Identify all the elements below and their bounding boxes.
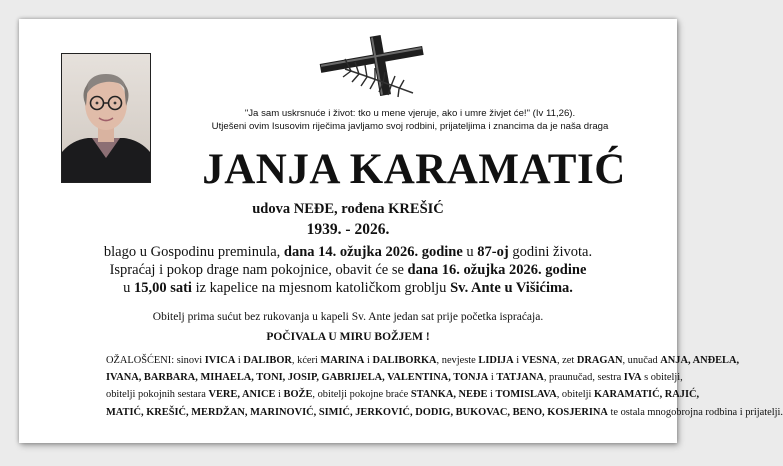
mourner-name: TOMISLAVA bbox=[495, 389, 557, 401]
marital-status bbox=[19, 201, 677, 218]
text-fragment: Ispraćaj i pokop drage nam pokojnice, obavit će se bbox=[109, 262, 408, 278]
age: 87-oj bbox=[477, 244, 509, 260]
mourner-text: i bbox=[488, 372, 497, 384]
mourners-list bbox=[106, 352, 783, 421]
mourner-name: LIDIJA bbox=[478, 355, 514, 366]
mourner-text: , obitelji pokojne braće bbox=[312, 389, 411, 401]
condolences-note: Obitelj prima sućut bez rukovanja u kapeli Sv. Ante jedan sat prije početka ispraćaja. bbox=[152, 311, 544, 323]
funeral-time: 15,00 sati bbox=[133, 280, 192, 296]
mourners-line-1 bbox=[106, 352, 740, 369]
mourner-name: IVANA, BARBARA, MIHAELA, TONI, JOSIP, GABRIJELA, VALENTINA, TONJA bbox=[106, 372, 489, 384]
text-fragment: u bbox=[123, 280, 134, 296]
mourner-text: , obitelji bbox=[556, 389, 594, 401]
mourner-text: , praunučad, sestra bbox=[543, 372, 624, 384]
mourner-name: TATJANA bbox=[496, 372, 544, 384]
mourner-text: i bbox=[513, 355, 522, 366]
mourner-text: , unučad bbox=[622, 355, 661, 366]
funeral-location: Sv. Ante u Višićima. bbox=[450, 280, 573, 296]
text-fragment: u bbox=[462, 244, 478, 260]
announcement-line-2 bbox=[19, 261, 677, 279]
portrait-photo bbox=[61, 53, 151, 183]
mourner-name: DRAGAN bbox=[576, 355, 623, 366]
scripture-quote bbox=[150, 107, 670, 133]
mourner-text: , zet bbox=[556, 355, 577, 366]
husband-name: NEĐE bbox=[293, 201, 335, 217]
announcement bbox=[19, 243, 677, 297]
mourner-text: , nevjeste bbox=[436, 355, 479, 366]
obituary-card bbox=[19, 19, 783, 443]
mourner-name: DALIBORKA bbox=[372, 355, 437, 366]
life-years: 1939. - 2026. bbox=[306, 221, 390, 238]
mourner-text: i bbox=[275, 389, 284, 401]
cross-with-palm-icon bbox=[315, 35, 429, 99]
mourners-line-3 bbox=[106, 386, 700, 403]
mourners-line-4 bbox=[106, 404, 783, 421]
mourner-text: OŽALOŠĆENI: sinovi bbox=[106, 355, 205, 366]
text-fragment: iz kapelice na mjesnom katoličkom groblju bbox=[191, 280, 451, 296]
deceased-name: JANJA KARAMATIĆ bbox=[202, 146, 626, 193]
mourner-name: IVA bbox=[623, 372, 642, 384]
text-fragment: godini života. bbox=[508, 244, 593, 260]
mourner-text: obitelji pokojnih sestara bbox=[106, 389, 209, 401]
mourner-name: BOŽE bbox=[283, 389, 313, 401]
subtitle-mid: , rođena bbox=[334, 201, 389, 217]
mourner-name: IVICA bbox=[204, 355, 236, 366]
portrait-image bbox=[62, 54, 150, 182]
text-fragment: blago u Gospodinu preminula, bbox=[103, 244, 284, 260]
rest-in-peace: POČIVALA U MIRU BOŽJEM ! bbox=[266, 331, 430, 343]
announcement-line-3 bbox=[19, 279, 677, 297]
death-date: dana 14. ožujka 2026. godine bbox=[283, 244, 463, 260]
mourner-name: ANJA, ANĐELA, bbox=[660, 355, 740, 366]
mourner-name: DALIBOR bbox=[243, 355, 292, 366]
mourner-text: , kćeri bbox=[291, 355, 321, 366]
mourner-name: MATIĆ, KREŠIĆ, MERDŽAN, MARINOVIĆ, SIMIĆ, JERKOVIĆ, DODIG, BUKOVAC, BENO, KOSJERINA bbox=[106, 406, 608, 418]
announcement-intro: Utješeni ovim Isusovim riječima javljamo svoj rodbini, prijateljima i znancima da je naša draga bbox=[211, 121, 609, 132]
mourner-text: i bbox=[235, 355, 244, 366]
mourner-name: VESNA bbox=[521, 355, 557, 366]
mourners-line-2 bbox=[106, 369, 683, 386]
mourner-name: MARINA bbox=[320, 355, 365, 366]
mourner-name: STANKA, NEĐE bbox=[410, 389, 488, 401]
announcement-line-1 bbox=[19, 243, 677, 261]
scripture-quote-line: "Ja sam uskrsnuće i život: tko u mene vjeruje, ako i umre živjet će!" (Iv 11,26). bbox=[244, 108, 576, 119]
mourner-name: VERE, ANICE bbox=[208, 389, 276, 401]
mourner-text: i bbox=[364, 355, 373, 366]
maiden-name: KREŠIĆ bbox=[388, 201, 444, 217]
mourner-name: KARAMATIĆ, RAJIĆ, bbox=[593, 389, 700, 401]
mourner-text: i bbox=[487, 389, 496, 401]
subtitle-prefix: udova bbox=[252, 201, 294, 217]
mourner-text: te ostala mnogobrojna rodbina i prijatelji. bbox=[607, 406, 783, 418]
mourner-text: s obitelji, bbox=[641, 372, 683, 384]
funeral-date: dana 16. ožujka 2026. godine bbox=[407, 262, 587, 278]
